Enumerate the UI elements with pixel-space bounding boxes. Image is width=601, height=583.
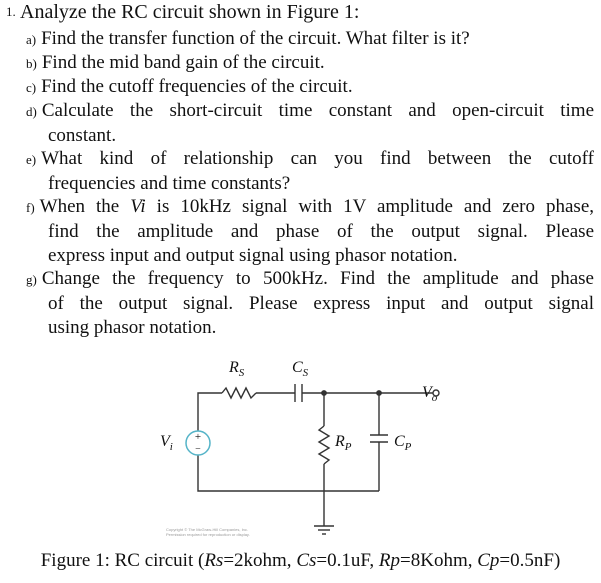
rp-label-group: [334, 433, 352, 453]
part-f-label: f): [26, 200, 35, 215]
rs-subscript: S: [238, 367, 245, 379]
vo-subscript: o: [431, 392, 438, 404]
cp-label-group: [394, 433, 412, 453]
part-d-line1: Calculate the short-circuit time constant and open-circuit time: [41, 100, 594, 121]
question-number: 1.: [6, 4, 16, 19]
caption-rs-value: =2kohm,: [223, 550, 297, 571]
part-f-line1-a: When the: [39, 196, 131, 217]
copyright-notice: [166, 527, 306, 537]
rp-resistor: [319, 426, 329, 464]
part-a-label: a): [26, 32, 37, 47]
part-g-line2: of the output signal. Please express input and output signal: [48, 293, 594, 314]
part-e-line1: What kind of relationship can you find between the cutoff: [41, 148, 594, 169]
caption-cs-value: =0.1uF,: [316, 550, 379, 571]
source-minus: −: [195, 444, 201, 455]
part-c-text: Find the cutoff frequencies of the circuit.: [41, 76, 353, 97]
caption-cp-name: Cp: [477, 550, 500, 571]
part-e-label: e): [26, 152, 37, 167]
caption-prefix: Figure 1: RC circuit (: [40, 550, 205, 571]
rs-resistor: [222, 388, 256, 398]
caption-cs-name: Cs: [296, 550, 317, 571]
part-d-line2: constant.: [48, 125, 117, 146]
figure-caption: [0, 550, 601, 572]
part-e-line2: frequencies and time constants?: [48, 173, 291, 194]
part-b: [26, 51, 586, 76]
cs-label-group: [292, 359, 309, 379]
rp-label: R: [335, 433, 345, 450]
part-f-line3: express input and output signal using phasor notation.: [48, 245, 458, 266]
caption-rp-name: Rp: [378, 550, 401, 571]
wire-bottom: [198, 455, 379, 491]
part-c-label: c): [26, 80, 37, 95]
part-b-text: Find the mid band gain of the circuit.: [41, 52, 325, 73]
caption-rs-name: Rs: [204, 550, 224, 571]
caption-rp-value: =8Kohm,: [400, 550, 478, 571]
rc-circuit-diagram: [150, 348, 450, 540]
part-d: [26, 99, 594, 148]
part-f-vi: Vi: [130, 196, 146, 217]
source-plus: +: [194, 431, 202, 443]
rp-subscript: P: [344, 441, 352, 453]
part-b-label: b): [26, 56, 37, 71]
part-d-label: d): [26, 104, 37, 119]
rs-label-group: [228, 359, 245, 379]
cp-subscript: P: [404, 441, 412, 453]
question-heading: Analyze the RC circuit shown in Figure 1:: [20, 1, 360, 23]
copyright-line-2: Permission required for reproduction or display.: [166, 532, 250, 537]
part-f-line1-b: is 10kHz signal with 1V amplitude and zero phase,: [145, 196, 594, 217]
vo-label-group: [422, 384, 438, 404]
part-f: [26, 195, 594, 268]
part-g-label: g): [26, 272, 37, 287]
vi-subscript: i: [169, 441, 173, 453]
cp-label: C: [394, 433, 405, 450]
wire-source-to-rs: [198, 393, 222, 431]
cs-label: C: [292, 359, 303, 376]
part-a: [26, 27, 586, 52]
part-g-line3: using phasor notation.: [48, 317, 217, 338]
part-f-line2: find the amplitude and phase of the output signal. Please: [48, 221, 594, 242]
cs-subscript: S: [302, 367, 309, 379]
part-a-text: Find the transfer function of the circuit. What filter is it?: [41, 28, 470, 49]
part-g: [26, 267, 594, 340]
part-e: [26, 147, 594, 196]
rs-label: R: [229, 359, 239, 376]
vi-label-group: [160, 433, 173, 453]
vo-label: V: [422, 384, 432, 401]
part-c: [26, 75, 586, 100]
caption-cp-value: =0.5nF): [499, 550, 561, 571]
vi-label: V: [160, 433, 170, 450]
copyright-line-1: Copyright © The McGraw-Hill Companies, Inc.: [166, 527, 249, 532]
part-g-line1: Change the frequency to 500kHz. Find the amplitude and phase: [41, 268, 594, 289]
